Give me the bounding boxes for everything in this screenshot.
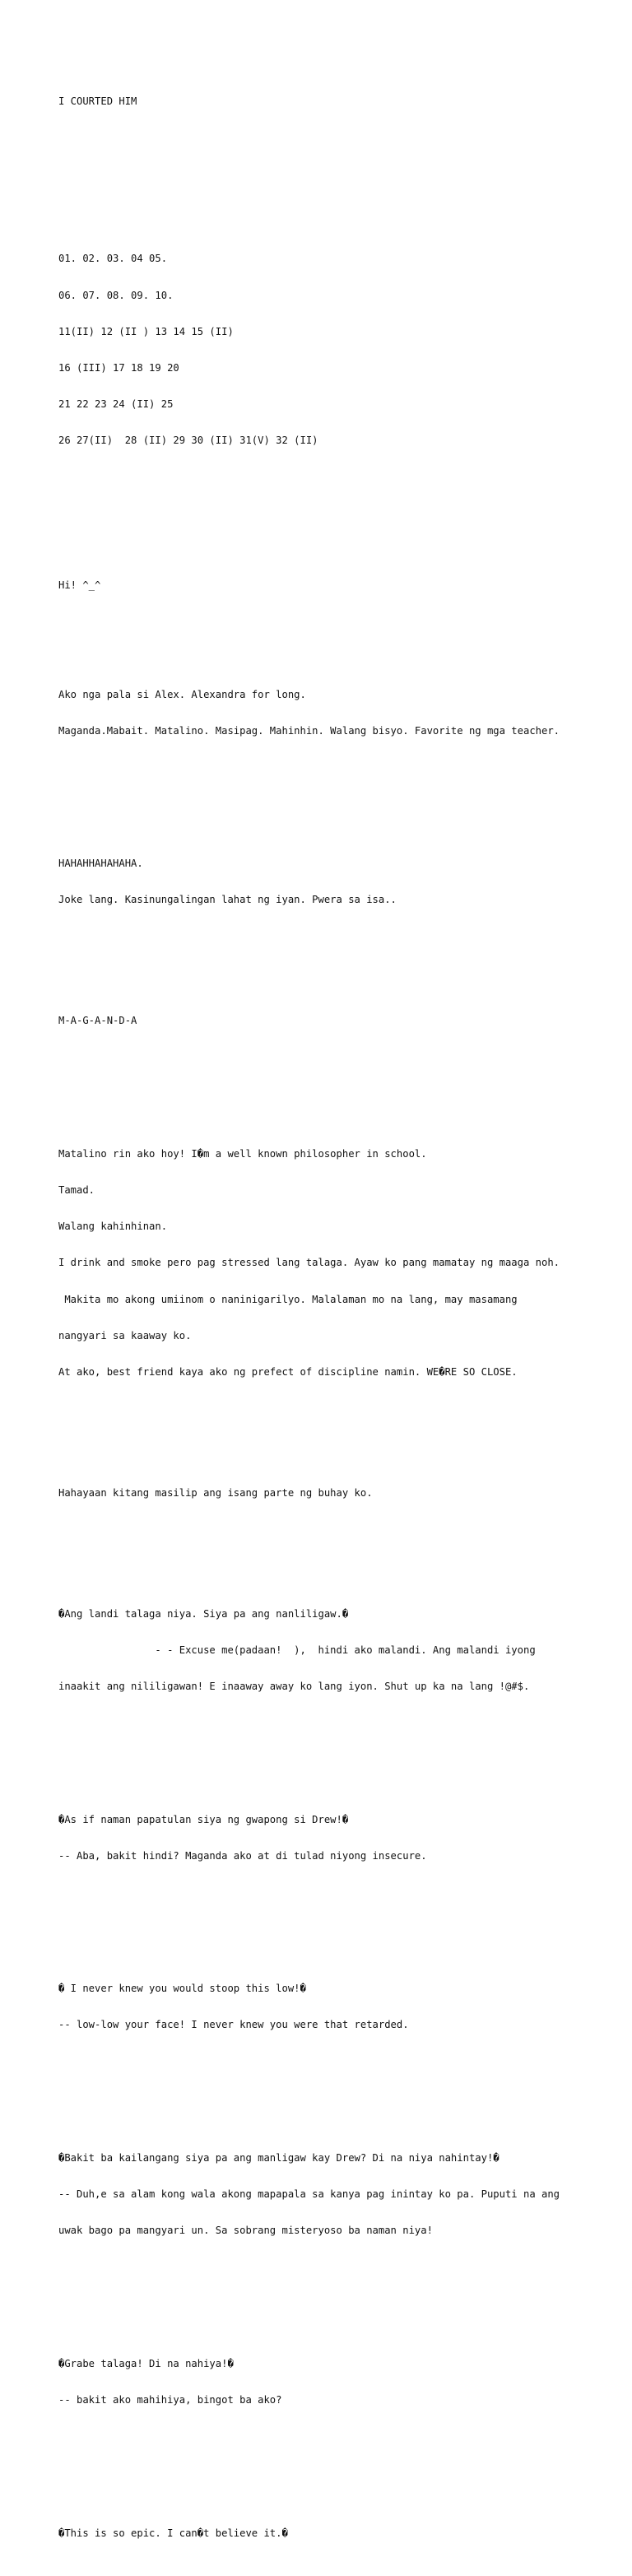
- quote-line: �Ang landi talaga niya. Siya pa ang nanliligaw.�: [58, 1607, 349, 1620]
- reply-line: -- Aba, bakit hindi? Maganda ako at di tulad niyong insecure.: [58, 1849, 427, 1862]
- chapter-list: [58, 229, 626, 471]
- reply-line: -- bakit ako mahihiya, bingot ba ako?: [58, 2394, 282, 2406]
- text-line: Joke lang. Kasinungalingan lahat ng iyan. Pwera sa isa..: [58, 894, 397, 906]
- chapter-list-line: 06. 07. 08. 09. 10.: [58, 289, 174, 301]
- quote-line: � I never knew you would stoop this low!�: [58, 1983, 306, 1995]
- chapter-list-line: 11(II) 12 (II ) 13 14 15 (II): [58, 325, 234, 337]
- text-line: Matalino rin ako hoy! I�m a well known philosopher in school.: [58, 1148, 427, 1160]
- reply-line: -- low-low your face! I never knew you were that retarded.: [58, 2019, 409, 2031]
- reply-line: inaakit ang nililigawan! E inaaway away ko lang iyon. Shut up ka na lang !@#$.: [58, 1680, 530, 1692]
- text-line: Maganda.Mabait. Matalino. Masipag. Mahinhin. Walang bisyo. Favorite ng mga teacher.: [58, 724, 560, 737]
- document-body: [58, 72, 626, 2576]
- quote-line: �Bakit ba kailangang siya pa ang manligaw kay Drew? Di na niya nahintay!�: [58, 2152, 500, 2164]
- peek-line: Hahayaan kitang masilip ang isang parte ng buhay ko.: [58, 1486, 373, 1499]
- document-title: I COURTED HIM: [58, 95, 137, 108]
- exchange-block: [58, 1789, 626, 1886]
- reply-line: uwak bago pa mangyari un. Sa sobrang misteryoso ba naman niya!: [58, 2225, 433, 2237]
- text-line: Tamad.: [58, 1184, 95, 1197]
- exchange-block: [58, 2128, 626, 2262]
- quote-line: �This is so epic. I can�t believe it.�: [58, 2527, 288, 2539]
- about-paragraph: [58, 1124, 626, 1402]
- reply-line: -- Duh,e sa alam kong wala akong mapapala sa kanya pag inintay ko pa. Puputi na ang: [58, 2188, 560, 2201]
- text-line: Ako nga pala si Alex. Alexandra for long.: [58, 688, 306, 700]
- text-line: HAHAHHAHAHAHA.: [58, 858, 143, 870]
- chapter-list-line: 26 27(II) 28 (II) 29 30 (II) 31(V) 32 (II): [58, 434, 318, 446]
- spelled-word: M-A-G-A-N-D-A: [58, 1015, 137, 1027]
- chapter-list-line: 21 22 23 24 (II) 25: [58, 398, 174, 410]
- greeting: Hi! ^_^: [58, 579, 101, 592]
- quote-line: �As if naman papatulan siya ng gwapong si Drew!�: [58, 1813, 349, 1825]
- reply-line: - - Excuse me(padaan! ), hindi ako malandi. Ang malandi iyong: [58, 1644, 536, 1656]
- text-line: I drink and smoke pero pag stressed lang talaga. Ayaw ko pang mamatay ng maaga noh.: [58, 1257, 560, 1269]
- text-line: Walang kahinhinan.: [58, 1221, 168, 1233]
- exchange-block: [58, 2503, 626, 2564]
- quote-line: �Grabe talaga! Di na nahiya!�: [58, 2358, 234, 2370]
- text-line: At ako, best friend kaya ako ng prefect of discipline namin. WE�RE SO CLOSE.: [58, 1365, 518, 1378]
- text-line: nangyari sa kaaway ko.: [58, 1329, 192, 1341]
- exchange-block: [58, 1959, 626, 2056]
- exchange-block: [58, 2334, 626, 2431]
- intro-paragraph: [58, 664, 626, 761]
- chapter-list-line: 16 (III) 17 18 19 20: [58, 361, 179, 374]
- text-line: Makita mo akong umiinom o naninigarilyo. Malalaman mo na lang, may masamang: [58, 1293, 518, 1305]
- chapter-list-line: 01. 02. 03. 04 05.: [58, 253, 168, 265]
- laugh-paragraph: [58, 834, 626, 931]
- exchange-block: [58, 1583, 626, 1717]
